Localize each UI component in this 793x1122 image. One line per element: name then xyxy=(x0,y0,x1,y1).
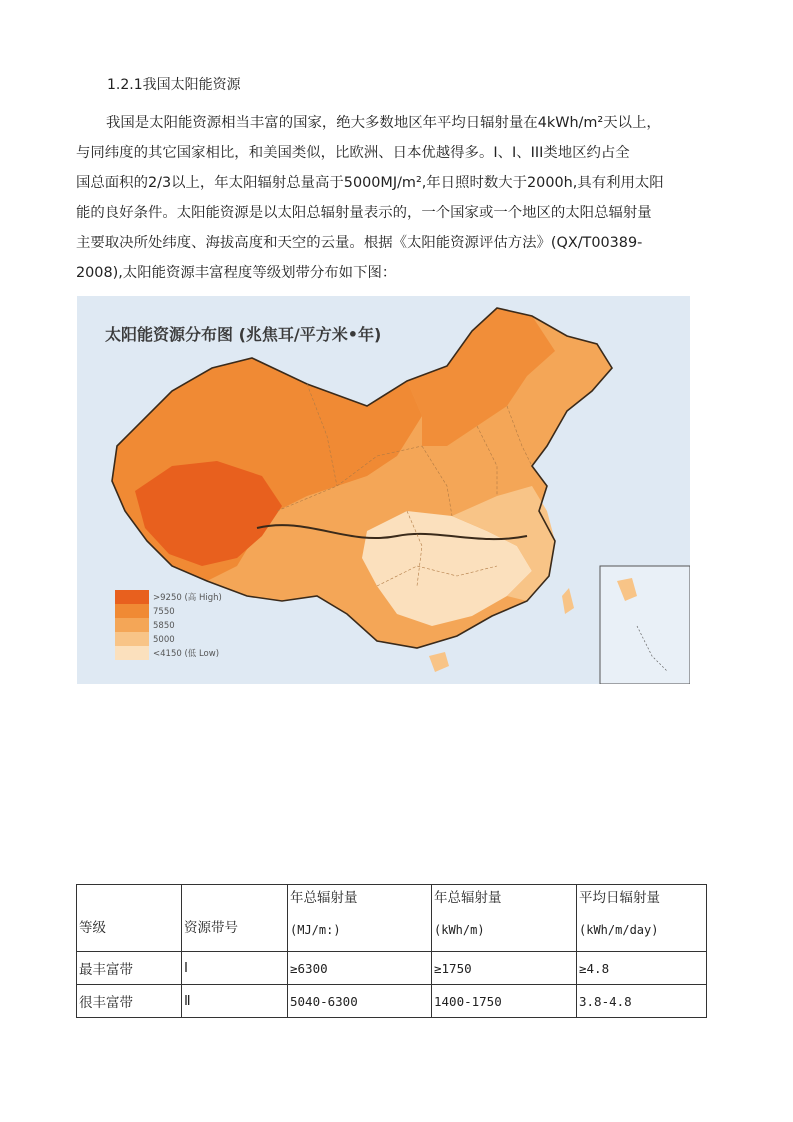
legend-swatch xyxy=(115,590,149,604)
cell-grade: 很丰富带 xyxy=(77,985,182,1018)
legend-swatch xyxy=(115,604,149,618)
paragraph-line: 我国是太阳能资源相当丰富的国家，绝大多数地区年平均日辐射量在4kWh/m²天以上， xyxy=(106,115,661,131)
legend-label: 5850 xyxy=(153,621,175,631)
paragraph-line: 2008),太阳能资源丰富程度等级划带分布如下图： xyxy=(76,265,397,281)
table-row xyxy=(77,952,707,985)
legend-label: >9250 (高 High) xyxy=(153,593,222,603)
cell-grade: 最丰富带 xyxy=(77,952,182,985)
cell-daily-kwh: ≥4.8 xyxy=(577,952,707,985)
paragraph-line: 国总面积的2/3以上，年太阳辐射总量高于5000MJ/m²,年日照时数大于2000h,具有利用太阳 xyxy=(76,175,664,191)
header-daily-kwh: 平均日辐射量 (kWh/m/day) xyxy=(577,885,707,952)
cell-annual-mj: 5040-6300 xyxy=(288,985,432,1018)
table-header-row xyxy=(77,885,707,952)
body-paragraph xyxy=(76,108,716,288)
legend-label: <4150 (低 Low) xyxy=(153,649,220,659)
cell-zone: I xyxy=(182,952,288,985)
paragraph-line: 与同纬度的其它国家相比，和美国类似，比欧洲、日本优越得多。I、I、III类地区约占全 xyxy=(76,145,630,161)
inset-south-sea xyxy=(600,566,690,684)
header-annual-mj: 年总辐射量 (MJ/m:) xyxy=(288,885,432,952)
resource-grade-table xyxy=(76,884,707,1018)
map-svg xyxy=(77,296,690,684)
cell-annual-kwh: ≥1750 xyxy=(432,952,577,985)
legend-label: 5000 xyxy=(153,635,175,645)
map-title: 太阳能资源分布图 (兆焦耳/平方米•年) xyxy=(105,325,382,344)
legend-swatch xyxy=(115,618,149,632)
legend-swatch xyxy=(115,646,149,660)
paragraph-line: 主要取决所处纬度、海拔高度和天空的云量。根据《太阳能资源评估方法》(QX/T00389- xyxy=(76,235,643,251)
cell-annual-kwh: 1400-1750 xyxy=(432,985,577,1018)
cell-daily-kwh: 3.8-4.8 xyxy=(577,985,707,1018)
legend-swatch xyxy=(115,632,149,646)
table-row xyxy=(77,985,707,1018)
header-zone: 资源带号 xyxy=(182,885,288,952)
paragraph-line: 能的良好条件。太阳能资源是以太阳总辐射量表示的，一个国家或一个地区的太阳总辐射量 xyxy=(76,205,652,221)
cell-annual-mj: ≥6300 xyxy=(288,952,432,985)
legend-label: 7550 xyxy=(153,607,175,617)
solar-resource-map xyxy=(77,296,690,684)
header-annual-kwh: 年总辐射量 (kWh/m) xyxy=(432,885,577,952)
cell-zone: Ⅱ xyxy=(182,985,288,1018)
header-grade: 等级 xyxy=(77,885,182,952)
section-heading: 1.2.1我国太阳能资源 xyxy=(107,77,241,93)
